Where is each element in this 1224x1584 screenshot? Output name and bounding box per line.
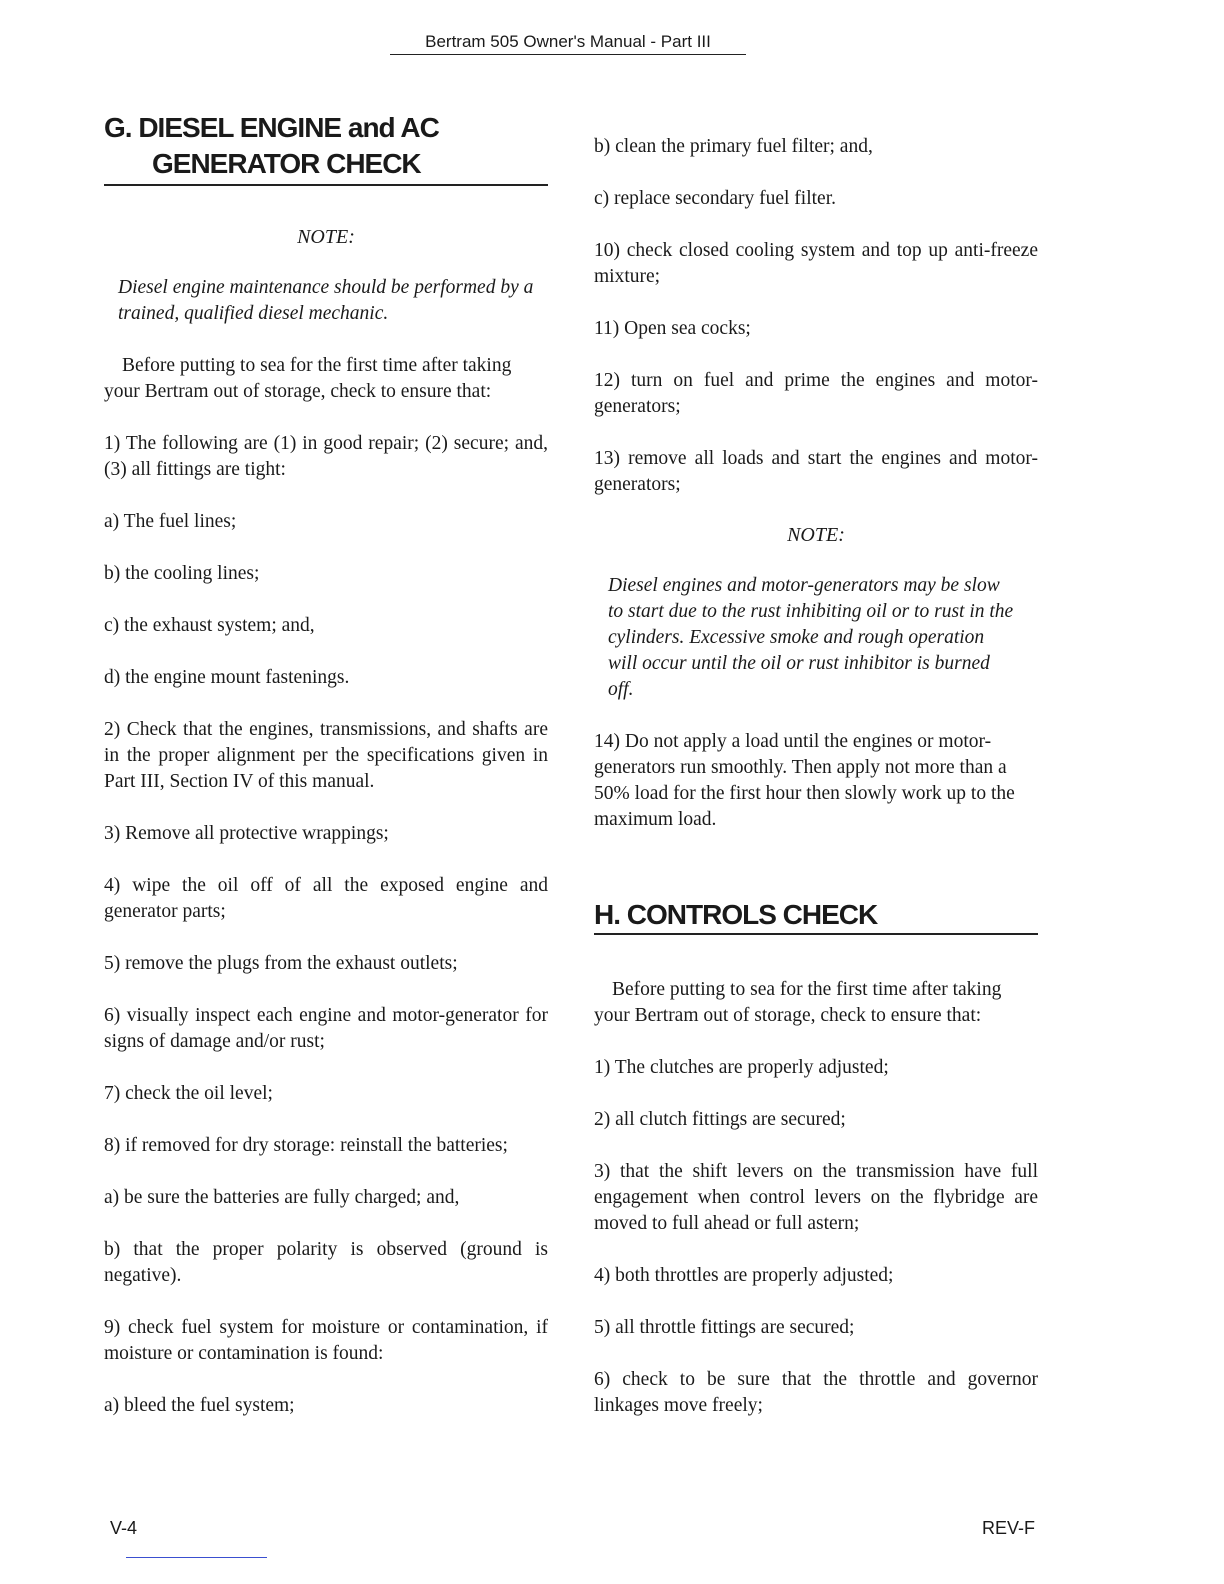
left-column <box>104 110 548 1419</box>
note-text: Diesel engine maintenance should be performed by a trained, qualified diesel mechanic. <box>118 277 534 324</box>
section-h-intro: Before putting to sea for the first time after taking your Bertram out of storage, check to ensure that: <box>594 979 1002 1026</box>
list-item: 14) Do not apply a load until the engines or motor-generators run smoothly. Then apply not more than a 50% load for the first hour then slowly work up to the maximum load. <box>594 731 1015 830</box>
note-text: Diesel engines and motor-generators may be slow to start due to the rust inhibiting oil or to rust in the cylinders. Excessive smoke and rough operation will occur until the oil or rust inhibitor is burned off. <box>608 575 1014 700</box>
page-number: V-4 <box>110 1518 138 1538</box>
list-item: 2) all clutch fittings are secured; <box>594 1109 846 1130</box>
list-item: 2) Check that the engines, transmissions, and shafts are in the proper alignment per the specifications given in Part III, Section IV of this manual. <box>104 719 548 792</box>
list-item: 5) remove the plugs from the exhaust outlets; <box>104 953 458 974</box>
note-label: NOTE: <box>297 226 355 248</box>
list-item: c) replace secondary fuel filter. <box>594 188 836 209</box>
list-item: 9) check fuel system for moisture or contamination, if moisture or contamination is found: <box>104 1317 548 1364</box>
list-item: b) the cooling lines; <box>104 563 260 584</box>
list-item: 6) check to be sure that the throttle and governor linkages move freely; <box>594 1369 1038 1416</box>
list-item: 4) both throttles are properly adjusted; <box>594 1265 894 1286</box>
list-item: 6) visually inspect each engine and motor-generator for signs of damage and/or rust; <box>104 1005 548 1052</box>
revision-label: REV-F <box>982 1518 1036 1538</box>
section-g-title-line2: GENERATOR CHECK <box>152 148 421 179</box>
list-item: b) that the proper polarity is observed (ground is negative). <box>104 1239 548 1286</box>
note-label: NOTE: <box>787 524 845 546</box>
right-column <box>594 134 1038 1419</box>
list-item: d) the engine mount fastenings. <box>104 667 350 688</box>
scan-artifact-line <box>126 1557 267 1558</box>
section-g-intro: Before putting to sea for the first time after taking your Bertram out of storage, check to ensure that: <box>104 355 512 402</box>
list-item: b) clean the primary fuel filter; and, <box>594 136 873 157</box>
list-item: 13) remove all loads and start the engines and motor-generators; <box>594 448 1038 495</box>
list-item: 5) all throttle fittings are secured; <box>594 1317 855 1338</box>
list-item: a) bleed the fuel system; <box>104 1395 295 1416</box>
list-item: 12) turn on fuel and prime the engines and motor-generators; <box>594 370 1038 417</box>
section-g-title-line1: G. DIESEL ENGINE and AC <box>104 112 439 143</box>
list-item: 11) Open sea cocks; <box>594 318 751 339</box>
list-item: 3) Remove all protective wrappings; <box>104 823 389 844</box>
running-header: Bertram 505 Owner's Manual - Part III <box>390 32 746 55</box>
list-item: 7) check the oil level; <box>104 1083 273 1104</box>
list-item: 1) The following are (1) in good repair; (2) secure; and, (3) all fittings are tight: <box>104 433 548 480</box>
list-item: 3) that the shift levers on the transmission have full engagement when control levers on the flybridge are moved to full ahead or full astern; <box>594 1161 1038 1234</box>
list-item: 1) The clutches are properly adjusted; <box>594 1057 889 1078</box>
section-h-title: H. CONTROLS CHECK <box>594 897 1038 935</box>
list-item: a) The fuel lines; <box>104 511 237 532</box>
section-g-title <box>104 110 548 186</box>
list-item: 8) if removed for dry storage: reinstall the batteries; <box>104 1135 508 1156</box>
list-item: c) the exhaust system; and, <box>104 615 315 636</box>
list-item: 4) wipe the oil off of all the exposed engine and generator parts; <box>104 875 548 922</box>
list-item: a) be sure the batteries are fully charged; and, <box>104 1187 460 1208</box>
list-item: 10) check closed cooling system and top up anti-freeze mixture; <box>594 240 1038 287</box>
